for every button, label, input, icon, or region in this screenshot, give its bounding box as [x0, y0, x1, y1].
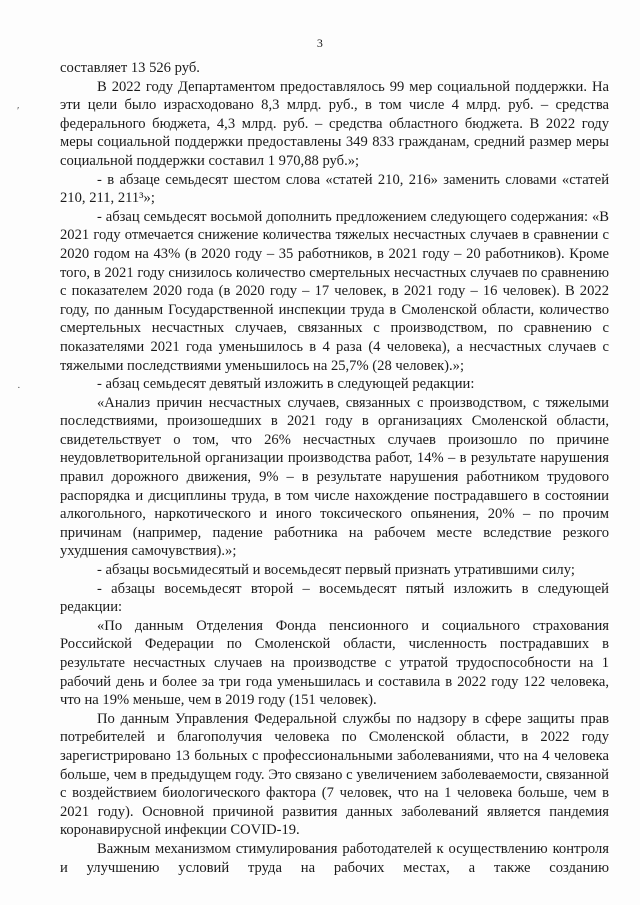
paragraph: - абзацы восемьдесят второй – восемьдесят пятый изложить в следующей редакции:: [60, 580, 609, 616]
paragraph: - в абзаце семьдесят шестом слова «статей 210, 216» заменить словами «статей 210, 211, 211³»;: [60, 171, 609, 207]
paragraph: В 2022 году Департаментом предоставлялось 99 мер социальной поддержки. На эти цели было израсходовано 8,3 млрд. руб., в том числе 4 млрд. руб. – средства федерального бюджета, 4,3 млрд. руб. – средства областного бюджета. В 2022 году меры социальной поддержки предоставлены 349 833 гражданам, средний размер меры социальной поддержки составил 1 970,88 руб.»;: [60, 78, 609, 169]
paragraph: составляет 13 526 руб.: [60, 60, 200, 76]
margin-mark: ʹ: [17, 105, 20, 117]
paragraph: - абзац семьдесят восьмой дополнить предложением следующего содержания: «В 2021 году отмечается снижение количества тяжелых несчастных случаев в сравнении с 2020 годом на 43% (в 2020 году – 35 работников, в 2021 году – 20 работников). Кроме того, в 2021 году снизилось количество смертельных несчастных случаев по сравнению с показателем 2020 года (в 2020 году – 17 человек, в 2021 году – 16 человек). В 2022 году, по данным Государственной инспекции труда в Смоленской области, количество смертельных несчастных случаев, связанных с производством, по сравнению с показателями 2021 года уменьшилось в 4 раза (4 человека), а несчастных случаев с тяжелыми последствиями уменьшилось на 25,7% (28 человек).»;: [60, 208, 609, 374]
paragraph: «По данным Отделения Фонда пенсионного и социального страхования Российской Федерации по Смоленской области, численность пострадавших в результате несчастных случаев на производстве с утратой трудоспособности на 1 рабочий день и более за три года уменьшилась и составила в 2022 году 122 человека, что на 19% меньше, чем в 2019 году (151 человек).: [60, 617, 609, 709]
paragraph: По данным Управления Федеральной службы по надзору в сфере защиты прав потребителей и благополучия человека по Смоленской области, в 2022 году зарегистрировано 13 больных с профессиональными заболеваниями, что на 4 человека больше, чем в предыдущем году. Это связано с увеличением заболеваемости, связанной с воздействием биологического фактора (7 человек, что на 1 человека больше, чем в 2021 году). Основной причиной развития данных заболеваний является пандемия коронавирусной инфекции COVID-19.: [60, 710, 609, 839]
paragraph: Важным механизмом стимулирования работодателей к осуществлению контроля и улучшению условий труда на рабочих местах, а также созданию: [60, 840, 609, 876]
document-body: [60, 59, 609, 877]
paragraph: - абзац семьдесят девятый изложить в следующей редакции:: [97, 376, 475, 393]
page-number: 3: [316, 36, 324, 50]
margin-mark: ·: [17, 382, 21, 394]
paragraph: - абзацы восьмидесятый и восемьдесят первый признать утратившими силу;: [97, 562, 575, 579]
paragraph: «Анализ причин несчастных случаев, связанных с производством, с тяжелыми последствиями, произошедших в 2021 году в организациях Смоленской области, свидетельствует о том, что 26% несчастных случаев произошло по причине неудовлетворительной организации производства работ, 14% – в результате нарушения правил дорожного движения, 9% – в результате нарушения работником трудового распорядка и дисциплины труда, в том числе нахождение пострадавшего в состоянии алкогольного, наркотического и иного токсического опьянения, 20% – по прочим причинам (например, падение работника на рабочем месте вследствие резкого ухудшения самочувствия).»;: [60, 394, 609, 560]
